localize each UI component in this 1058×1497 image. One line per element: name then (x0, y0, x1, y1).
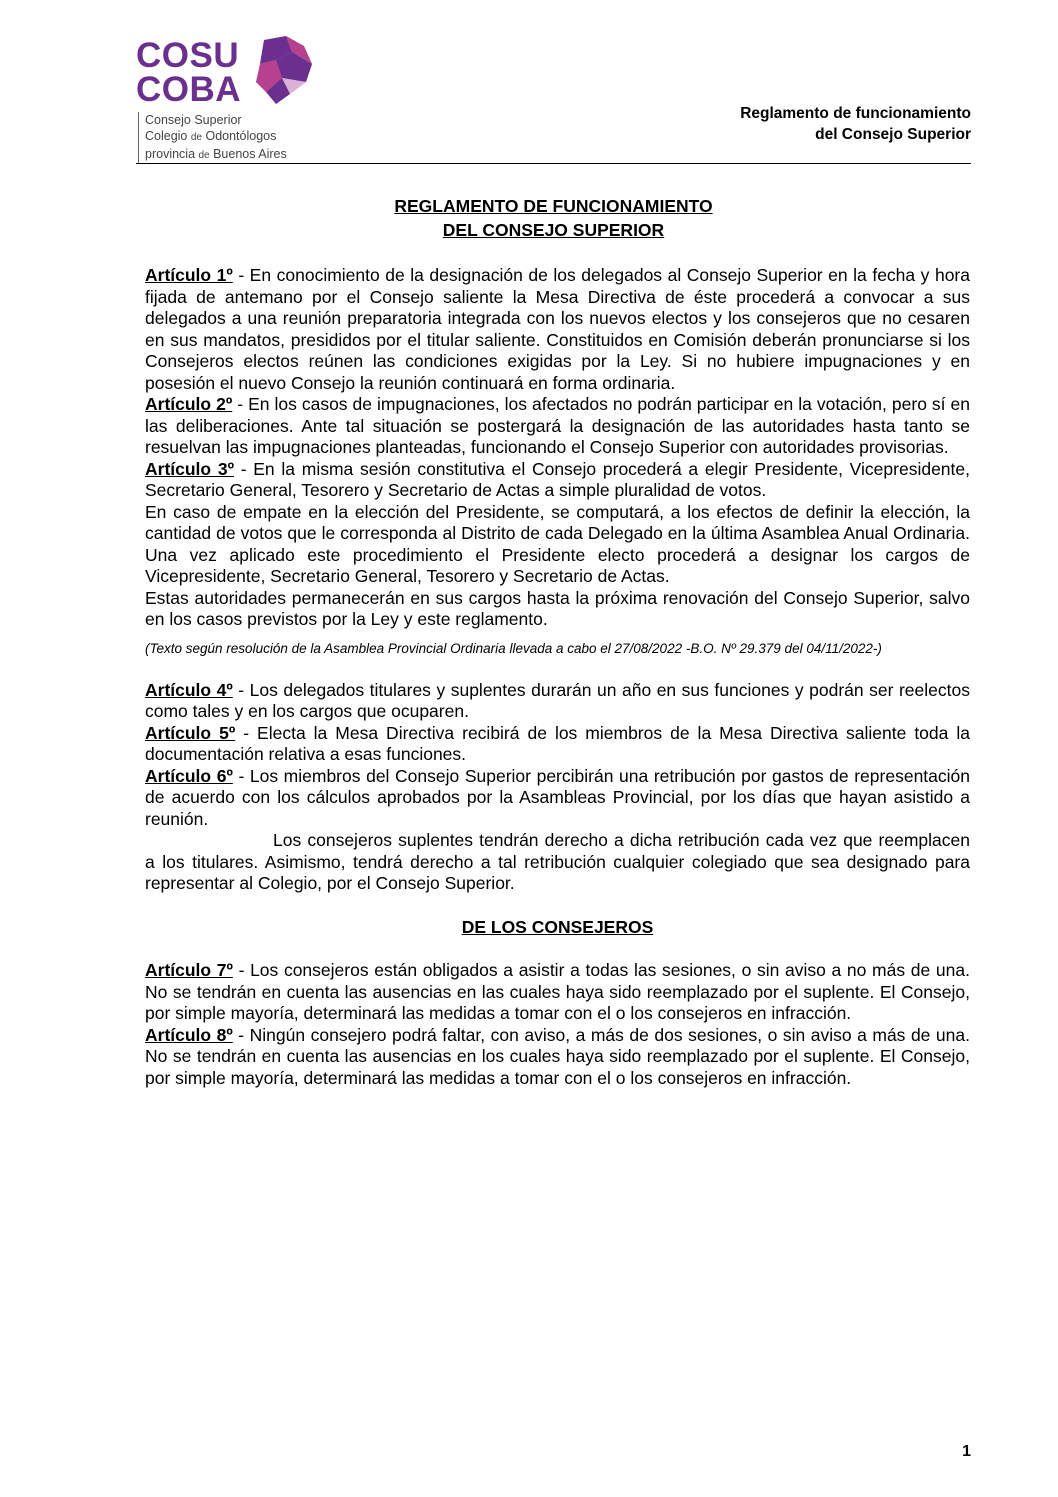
document-title (136, 194, 971, 242)
article-text: - Electa la Mesa Directiva recibirá de los miembros de la Mesa Directiva saliente toda la documentación relativa a esas funciones. (145, 722, 970, 764)
article-label: Artículo 6º (145, 765, 233, 786)
header-line2: del Consejo Superior (815, 126, 971, 143)
document-body (145, 265, 970, 1089)
logo-subtitle (138, 112, 287, 164)
article-text: - En los casos de impugnaciones, los afectados no podrán participar en la votación, pero sí en las deliberaciones. Ante tal situación se postergará la designación de las autoridades hasta tanto se resuelvan las impugnaciones planteadas, funcionando el Consejo Superior con autoridades provisorias. (145, 394, 971, 457)
article-4 (145, 680, 970, 723)
article-label: Artículo 1º (145, 265, 233, 285)
article-text: - Los consejeros están obligados a asistir a todas las sesiones, o sin aviso a no más de una. No se tendrán en cuenta las ausencias en las cuales haya sido reemplazado por el suplente. El Consejo, por simple mayoría, determinará las medidas a tomar con el o los consejeros en infracción. (145, 960, 970, 1023)
title-line1: REGLAMENTO DE FUNCIONAMIENTO (394, 196, 713, 216)
article-label: Artículo 8º (145, 1024, 233, 1045)
logo-sub-line1: Consejo Superior (145, 113, 242, 127)
header-line1: Reglamento de funcionamiento (740, 105, 971, 122)
article-3-p1 (145, 459, 970, 502)
cosucoba-logo (136, 34, 336, 164)
header-divider (136, 163, 971, 164)
logo-text-cosu: COSU (136, 36, 240, 75)
logo-sub-line3: provincia de Buenos Aires (145, 147, 287, 161)
page-number: 1 (962, 1443, 971, 1460)
article-text: - Los miembros del Consejo Superior percibirán una retribución por gastos de representación de acuerdo con los cálculos aprobados por la Asambleas Provincial, por los días que hayan asistido a reunión. (145, 765, 970, 829)
article-2 (145, 394, 970, 459)
page-header (740, 103, 971, 145)
title-line2: DEL CONSEJO SUPERIOR (442, 220, 665, 240)
article-3-p2: En caso de empate en la elección del Presidente, se computará, a los efectos de definir la elección, la cantidad de votos que le corresponda al Distrito de cada Delegado en la última Asamblea Anual Ordinaria. Una vez aplicado este procedimiento el Presidente electo procederá a designar los cargos de Vicepresidente, Secretario General, Tesorero y Secretario de Actas. (145, 501, 970, 586)
article-3-p3: Estas autoridades permanecerán en sus cargos hasta la próxima renovación del Consejo Superior, salvo en los casos previstos por la Ley y este reglamento. (145, 587, 970, 629)
article-6-p1 (145, 766, 970, 831)
article-3 (145, 459, 970, 658)
logo-text-coba: COBA (136, 70, 242, 109)
article-text: - En conocimiento de la designación de los delegados al Consejo Superior en la fecha y hora fijada de antemano por el Consejo saliente la Mesa Directiva de éste procederá a convocar a sus delegados a una reunión preparatoria integrada con los nuevos electos y los consejeros que no cesaren en sus mandatos, presididos por el titular saliente. Constituidos en Comisión deberán pronunciarse si los Consejeros electos reúnen las condiciones exigidas por la Ley. Si no hubiere impugnaciones y en posesión el nuevo Consejo la reunión continuará en forma ordinaria. (145, 265, 970, 393)
article-label: Artículo 2º (145, 394, 233, 414)
article-label: Artículo 3º (145, 458, 234, 479)
article-7 (145, 960, 970, 1025)
article-6-p2: Los consejeros suplentes tendrán derecho a dicha retribución cada vez que reemplacen a los titulares. Asimismo, tendrá derecho a tal retribución cualquier colegiado que sea designado para representar al Colegio, por el Consejo Superior. (145, 830, 970, 893)
article-label: Artículo 4º (145, 679, 233, 700)
article-label: Artículo 5º (145, 722, 236, 743)
section-heading: DE LOS CONSEJEROS (461, 916, 654, 937)
article-1 (145, 265, 970, 394)
article-5 (145, 723, 970, 766)
article-label: Artículo 7º (145, 960, 233, 980)
article-text: - Ningún consejero podrá faltar, con aviso, a más de dos sesiones, o sin aviso a más de una. No se tendrán en cuenta las ausencias en los cuales haya sido reemplazado por el suplente. El Consejo, por simple mayoría, determinará las medidas a tomar con el o los consejeros en infracción. (145, 1024, 970, 1088)
province-map-icon (246, 34, 316, 108)
article-3-note: (Texto según resolución de la Asamblea Provincial Ordinaria llevada a cabo el 27/08/2022 -B.O. Nº 29.379 del 04/11/2022-) (145, 640, 882, 656)
article-text: - En la misma sesión constitutiva el Consejo procederá a elegir Presidente, Vicepresidente, Secretario General, Tesorero y Secretario de Actas a simple pluralidad de votos. (145, 458, 970, 500)
article-8 (145, 1025, 970, 1090)
article-6 (145, 766, 970, 895)
logo-sub-line2: Colegio de Odontólogos (145, 129, 277, 143)
article-text: - Los delegados titulares y suplentes durarán un año en sus funciones y podrán ser reelectos como tales y en los cargos que ocuparen. (145, 679, 970, 721)
